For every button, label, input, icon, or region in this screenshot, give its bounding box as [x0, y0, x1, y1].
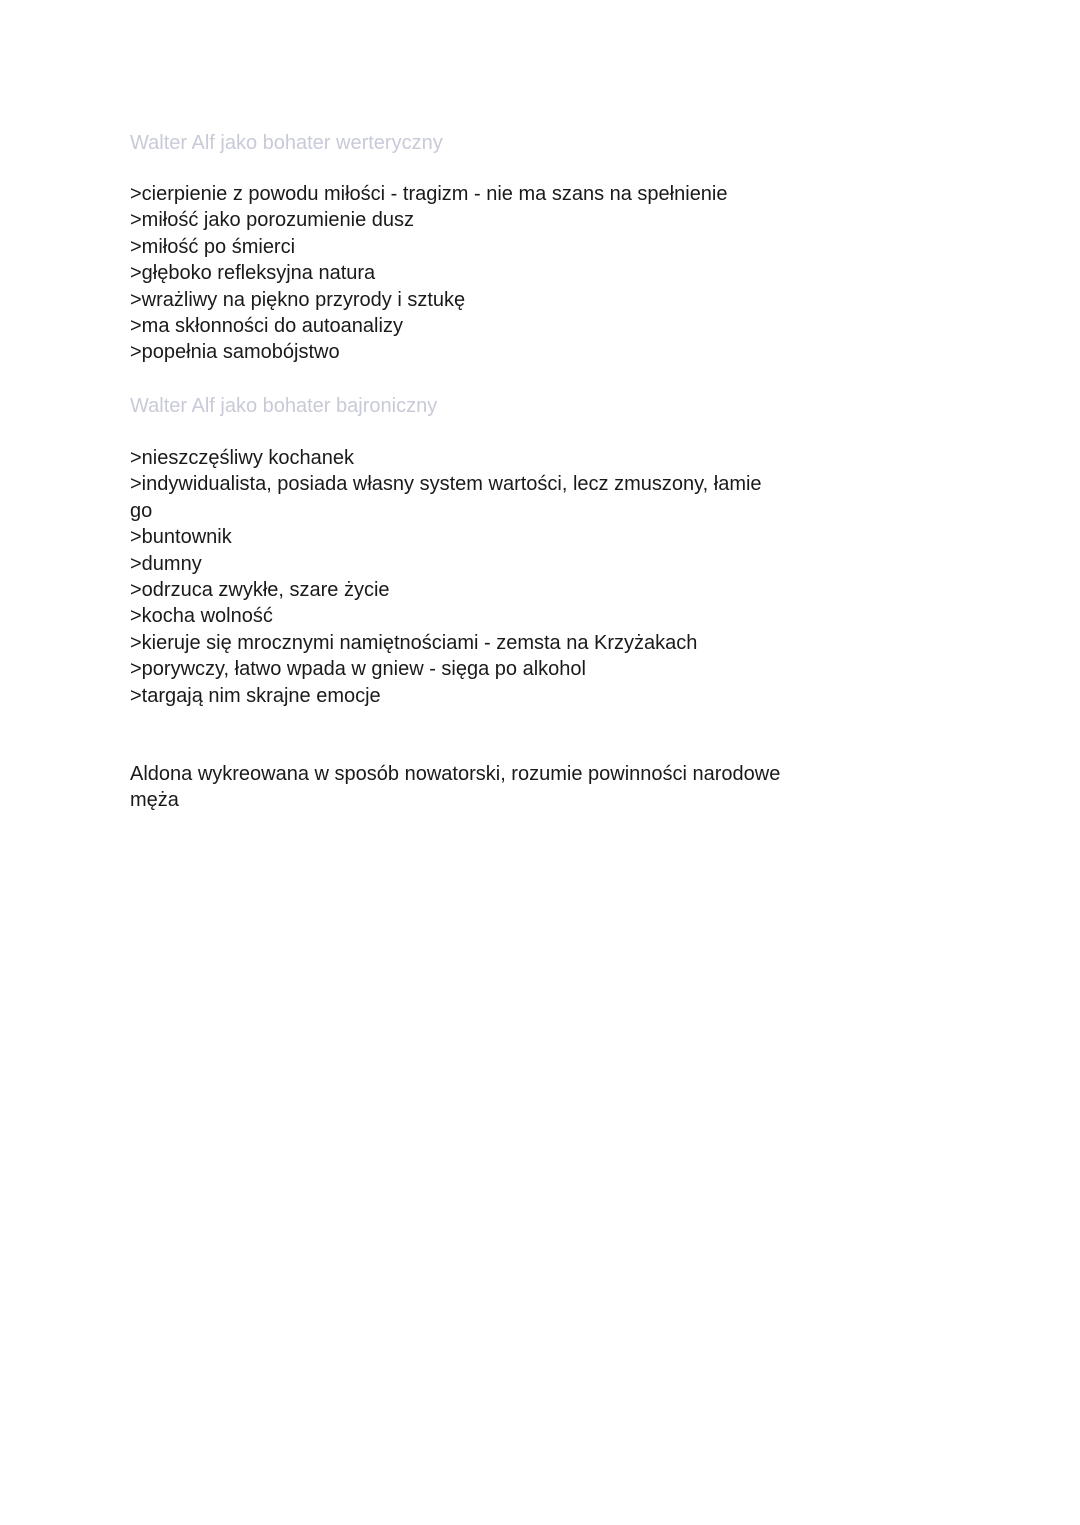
list-item: >ma skłonności do autoanalizy — [130, 315, 403, 338]
list-item: >kieruje się mrocznymi namiętnościami - zemsta na Krzyżakach — [130, 631, 698, 654]
list-item: >kocha wolność — [130, 605, 273, 628]
section-heading-werteryczny: Walter Alf jako bohater werteryczny — [130, 132, 443, 154]
list-item: >popełnia samobójstwo — [130, 341, 340, 364]
list-item: >głęboko refleksyjna natura — [130, 262, 376, 285]
trait-list-bajroniczny — [130, 445, 780, 709]
list-item: >miłość jako porozumienie dusz — [130, 209, 415, 232]
list-item: >buntownik — [130, 526, 232, 549]
list-item: >porywczy, łatwo wpada w gniew - sięga po alkohol — [130, 658, 586, 681]
list-item: >odrzuca zwykłe, szare życie — [130, 579, 390, 602]
list-item: >targają nim skrajne emocje — [130, 684, 381, 707]
closing-paragraph: Aldona wykreowana w sposób nowatorski, rozumie powinności narodowe męża — [130, 763, 781, 812]
list-item: >nieszczęśliwy kochanek — [130, 447, 354, 469]
list-item: >dumny — [130, 552, 202, 575]
list-item: >miłość po śmierci — [130, 235, 296, 258]
trait-list-werteryczny — [130, 181, 728, 366]
list-item: >indywidualista, posiada własny system wartości, lecz zmuszony, łamie go — [130, 473, 762, 522]
list-item: >wrażliwy na piękno przyrody i sztukę — [130, 288, 466, 311]
list-item: >cierpienie z powodu miłości - tragizm - nie ma szans na spełnienie — [130, 183, 728, 205]
section-heading-bajroniczny: Walter Alf jako bohater bajroniczny — [130, 395, 438, 417]
